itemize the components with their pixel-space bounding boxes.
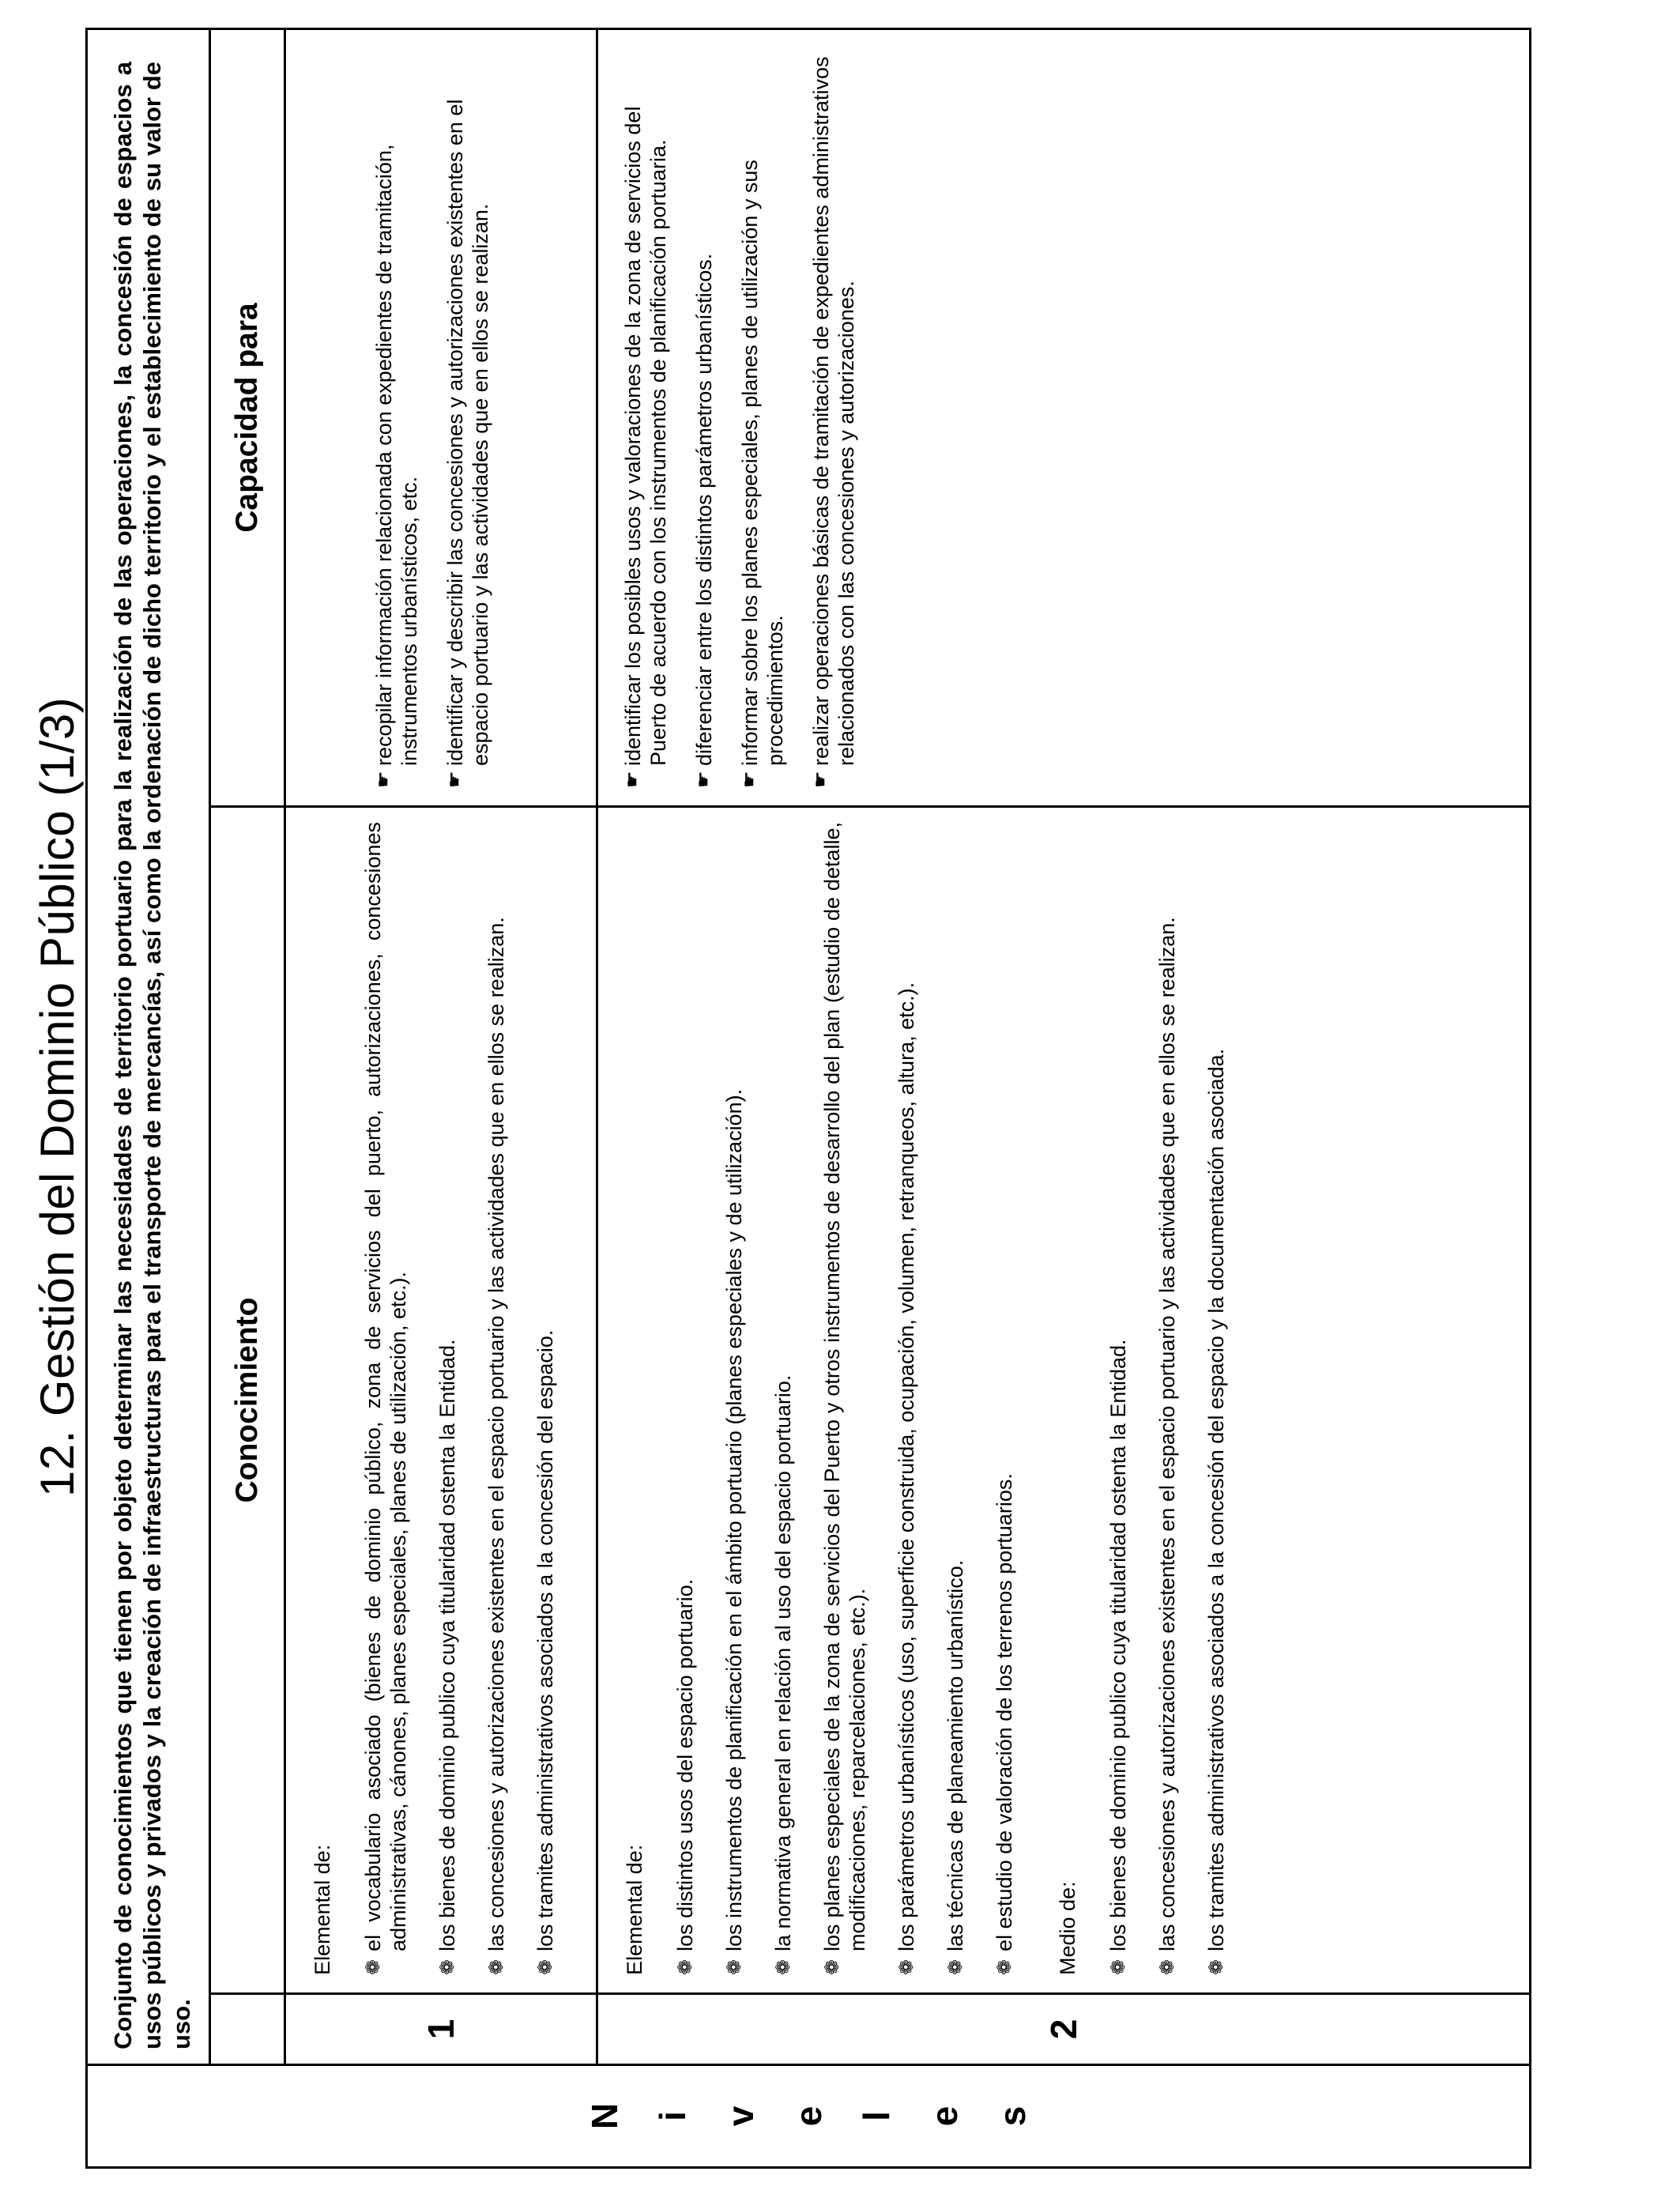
- list-item: [533, 822, 558, 1975]
- flower-bullet-icon: ❁: [1206, 1958, 1227, 1975]
- flower-bullet-icon: ❁: [535, 1958, 556, 1975]
- list-item: [770, 822, 796, 1975]
- list-item-text: los instrumentos de planificación en el ámbito portuario (planes especiales y de utilización).: [722, 1088, 746, 1951]
- flower-bullet-icon: ❁: [773, 1958, 794, 1975]
- section-lead: Elemental de:: [623, 1844, 646, 1975]
- list-item: [371, 44, 422, 788]
- niveles-letter: l: [856, 2111, 897, 2121]
- list-item: [484, 822, 509, 1975]
- list-item: [819, 822, 870, 1975]
- list-item: [992, 822, 1017, 1975]
- niveles-letter: v: [720, 2105, 761, 2127]
- list-item-text: identificar y describir las concesiones y autorizaciones existentes en el espacio portuario y las actividades que en ellos se realizan.: [443, 99, 492, 766]
- level-2-capacidad: [597, 29, 1531, 807]
- list-item-text: informar sobre los planes especiales, planes de utilización y sus procedimientos.: [738, 160, 787, 766]
- flower-bullet-icon: ❁: [1157, 1958, 1178, 1975]
- list-item: [672, 822, 698, 1975]
- level-1-conocimiento: [285, 807, 597, 1994]
- list-item-text: los distintos usos del espacio portuario.: [673, 1578, 697, 1951]
- pointing-hand-icon: ☛: [693, 771, 714, 788]
- pointing-hand-icon: ☛: [444, 771, 465, 788]
- list-item: [443, 44, 493, 788]
- list-item: [1155, 822, 1180, 1975]
- niveles-letter: i: [652, 2111, 693, 2121]
- flower-bullet-icon: ❁: [822, 1958, 843, 1975]
- list-item-text: los tramites administrativos asociados a la concesión del espacio.: [533, 1329, 557, 1951]
- list-item-text: los planes especiales de la zona de servicios del Puerto y otros instrumentos de desarrollo del plan (estudio de detalle, modificaciones, reparcelaciones, etc.).: [820, 822, 869, 1951]
- pointing-hand-icon: ☛: [739, 771, 760, 788]
- level-number: 2: [597, 1994, 1531, 2065]
- flower-bullet-icon: ❁: [437, 1958, 458, 1975]
- list-item-text: las técnicas de planeamiento urbanístico.: [944, 1559, 967, 1951]
- flower-bullet-icon: ❁: [1108, 1958, 1129, 1975]
- niveles-letter: e: [788, 2105, 829, 2127]
- level-number: 1: [285, 1994, 597, 2065]
- flower-bullet-icon: ❁: [675, 1958, 696, 1975]
- list-item-text: recopilar información relacionada con expedientes de tramitación, instrumentos urbanísticos, etc.: [372, 144, 421, 766]
- flower-bullet-icon: ❁: [724, 1958, 745, 1975]
- niveles-label: [571, 2066, 1046, 2166]
- flower-bullet-icon: ❁: [896, 1958, 917, 1975]
- flower-bullet-icon: ❁: [945, 1958, 966, 1975]
- list-item: [360, 822, 411, 1975]
- level-1-capacidad: [285, 29, 597, 807]
- list-item-text: identificar los posibles usos y valoraciones de la zona de servicios del Puerto de acuerdo con los instrumentos de planificación portuaria.: [621, 106, 670, 766]
- list-item: [1106, 822, 1131, 1975]
- pointing-hand-icon: ☛: [810, 771, 831, 788]
- list-item: [435, 822, 460, 1975]
- capacity-list: [620, 44, 859, 788]
- list-item-text: los bienes de dominio publico cuya titularidad ostenta la Entidad.: [1106, 1339, 1130, 1951]
- list-item: [737, 44, 788, 788]
- pointing-hand-icon: ☛: [622, 771, 643, 788]
- list-item-text: el vocabulario asociado (bienes de dominio público, zona de servicios del puerto, autorizaciones, concesiones administrativas, cánones, planes especiales, planes de utilización, etc.).: [361, 822, 410, 1951]
- level-2-conocimiento: [597, 807, 1531, 1994]
- page-title: 12. Gestión del Dominio Público (1/3): [31, 696, 84, 1498]
- list-item-text: los parámetros urbanísticos (uso, superficie construida, ocupación, volumen, retranqueos, altura, etc.).: [895, 982, 918, 1951]
- list-item-text: el estudio de valoración de los terrenos portuarios.: [993, 1473, 1016, 1951]
- flower-bullet-icon: ❁: [363, 1958, 384, 1975]
- list-item-text: los tramites administrativos asociados a la concesión del espacio y la documentación asociada.: [1204, 1048, 1228, 1951]
- list-item-text: diferenciar entre los distintos parámetros urbanísticos.: [692, 253, 716, 766]
- capacity-list: [371, 44, 493, 788]
- list-item: [808, 44, 859, 788]
- flower-bullet-icon: ❁: [486, 1958, 507, 1975]
- intro-text: Conjunto de conocimientos que tienen por objeto determinar las necesidades de territorio portuario para la realización de las operaciones, la concesión de espacios a usos públicos y privados y la creación de infraestructuras para el transporte de mercancías, así como la ordenación de dicho territorio y el establecimiento de su valor de uso.: [87, 29, 210, 2065]
- section-lead: Medio de:: [1056, 1881, 1079, 1975]
- header-conocimiento: Conocimiento: [210, 807, 285, 1994]
- list-item-text: los bienes de dominio publico cuya titularidad ostenta la Entidad.: [435, 1339, 459, 1951]
- competency-table: [85, 28, 1531, 2169]
- list-item: [943, 822, 968, 1975]
- knowledge-list: [360, 822, 558, 1975]
- section-lead: Elemental de:: [311, 1844, 334, 1975]
- header-capacidad: Capacidad para: [210, 29, 285, 807]
- header-spacer: [210, 1994, 285, 2065]
- flower-bullet-icon: ❁: [994, 1958, 1015, 1975]
- list-item-text: las concesiones y autorizaciones existentes en el espacio portuario y las actividades que en ellos se realizan.: [1155, 917, 1179, 1951]
- list-item: [721, 822, 747, 1975]
- knowledge-list: [1106, 822, 1229, 1975]
- niveles-letter: s: [992, 2105, 1033, 2127]
- niveles-letter: N: [584, 2102, 625, 2130]
- list-item-text: realizar operaciones básicas de tramitación de expedientes administrativos relacionados con las concesiones y autorizaciones.: [809, 56, 858, 766]
- niveles-column: [87, 2065, 1531, 2168]
- niveles-letter: e: [924, 2105, 965, 2127]
- list-item: [691, 44, 717, 788]
- list-item: [1203, 822, 1229, 1975]
- list-item-text: la normativa general en relación al uso del espacio portuario.: [771, 1374, 795, 1951]
- pointing-hand-icon: ☛: [373, 771, 394, 788]
- knowledge-list: [672, 822, 1017, 1975]
- list-item: [620, 44, 671, 788]
- list-item: [894, 822, 919, 1975]
- list-item-text: las concesiones y autorizaciones existentes en el espacio portuario y las actividades que en ellos se realizan.: [484, 917, 508, 1951]
